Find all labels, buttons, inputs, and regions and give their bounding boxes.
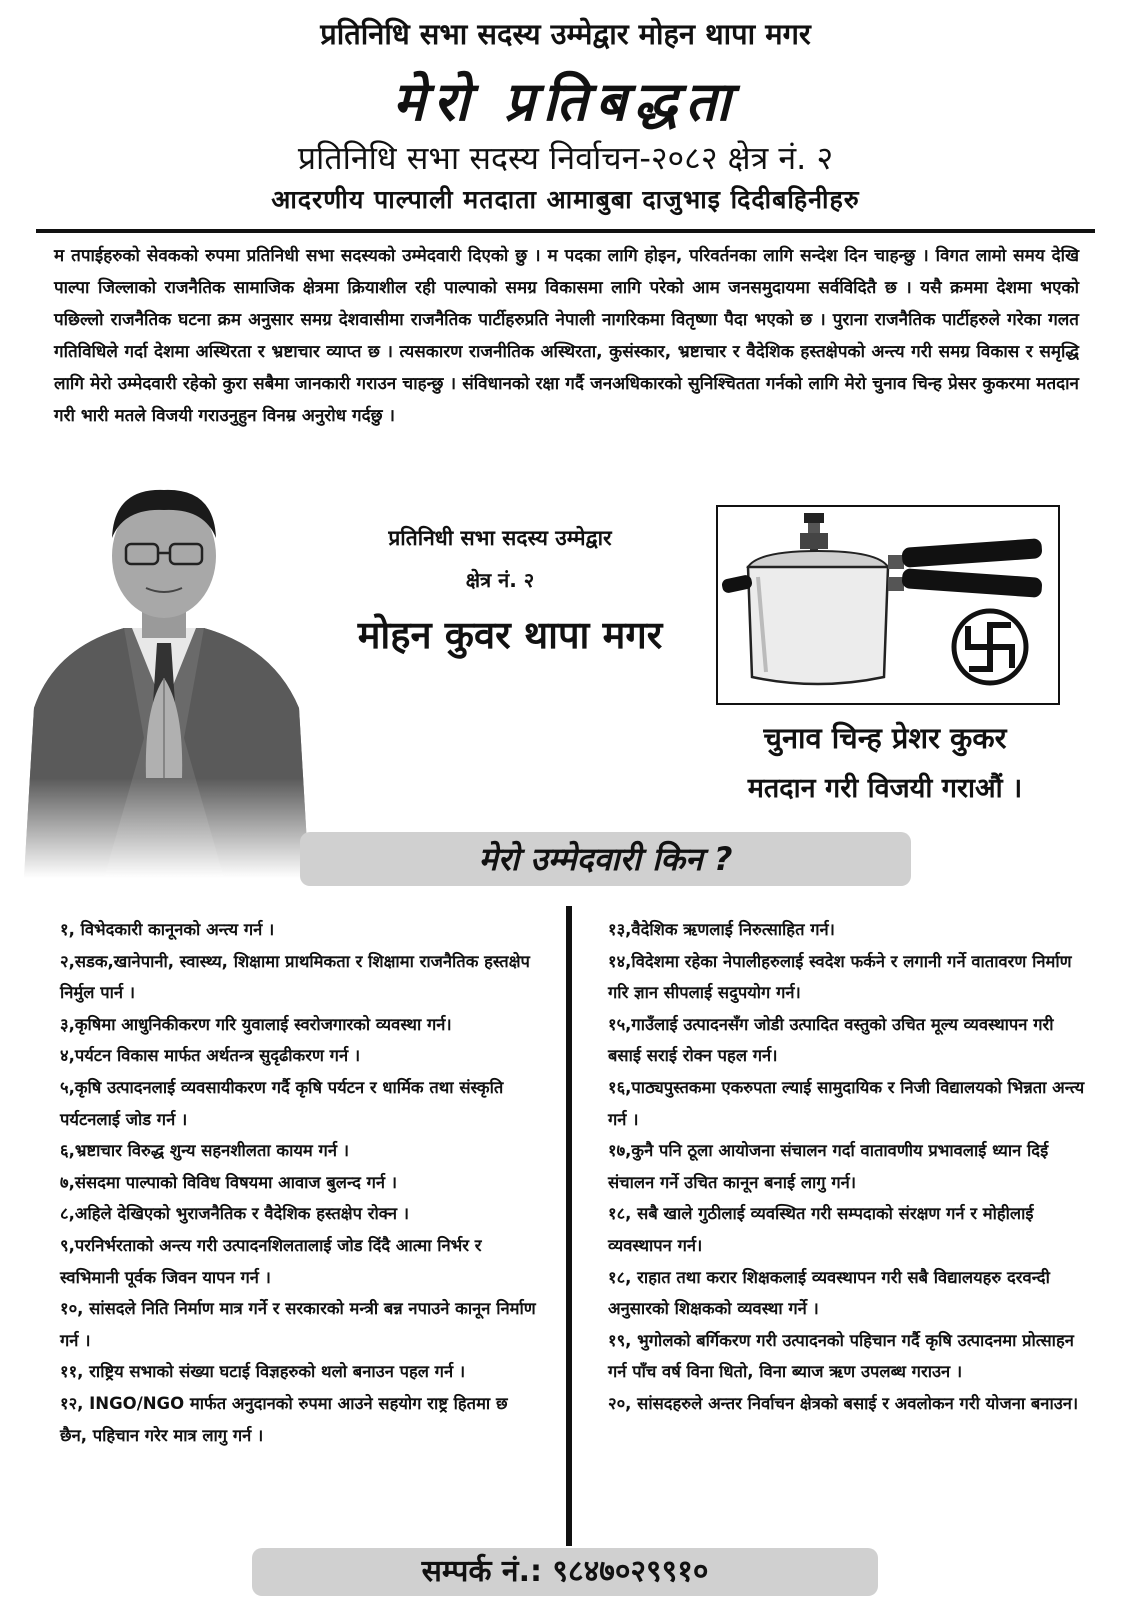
candidate-name: मोहन कुवर थापा मगर bbox=[357, 613, 663, 657]
list-item: ९,परनिर्भरताको अन्त्य गरी उत्पादनशिलतालाई जोड दिंदै आत्मा निर्भर र स्वभिमानी पूर्वक जिवन यापन गर्न । bbox=[60, 1235, 482, 1287]
list-item: ११, राष्ट्रिय सभाको संख्या घटाई विज्ञहरुको थलो बनाउन पहल गर्न । bbox=[60, 1362, 466, 1382]
pressure-cooker-icon bbox=[718, 507, 1058, 703]
column-divider bbox=[566, 906, 572, 1546]
list-item: १६,पाठ्यपुस्तकमा एकरुपता ल्याई सामुदायिक र निजी विद्यालयको भिन्नता अन्त्य गर्न । bbox=[608, 1077, 1085, 1129]
header-line-1: प्रतिनिधि सभा सदस्य उम्मेद्वार मोहन थापा मगर bbox=[320, 17, 811, 51]
list-item: १३,वैदेशिक ऋणलाई निरुत्साहित गर्न। bbox=[608, 920, 835, 939]
election-symbol-box bbox=[716, 505, 1060, 705]
page-title: मेरो प्रतिबद्धता bbox=[392, 70, 739, 133]
candidate-constituency: क्षेत्र नं. २ bbox=[465, 568, 535, 592]
list-item: ८,अहिले देखिएको भुराजनैतिक र वैदेशिक हस्तक्षेप रोक्न । bbox=[60, 1204, 409, 1224]
commitments-right-column bbox=[608, 914, 1088, 1420]
list-item: २,सडक,खानेपानी, स्वास्थ्य, शिक्षामा प्राथमिकता र शिक्षामा राजनैतिक हस्तक्षेप निर्मुल पार्न । bbox=[60, 951, 530, 1003]
contact-number: सम्पर्क नं.: ९८४७०२९९१० bbox=[252, 1548, 878, 1596]
list-item: १७,कुनै पनि ठूला आयोजना संचालन गर्दा वातावणीय प्रभावलाई ध्यान दिई संचालन गर्ने उचित कानून बनाई लागु गर्न। bbox=[608, 1141, 1049, 1192]
list-item: ४,पर्यटन विकास मार्फत अर्थतन्त्र सुदृढीकरण गर्न । bbox=[60, 1046, 361, 1066]
vote-appeal: मतदान गरी विजयी गराऔं । bbox=[747, 773, 1023, 804]
header-divider bbox=[36, 229, 1095, 233]
why-candidacy-heading: मेरो उम्मेदवारी किन ? bbox=[300, 832, 911, 886]
list-item: ५,कृषि उत्पादनलाई व्यवसायीकरण गर्दै कृषि पर्यटन र धार्मिक तथा संस्कृति पर्यटनलाई जोड गर्न । bbox=[60, 1077, 504, 1129]
candidate-role: प्रतिनिधी सभा सदस्य उम्मेद्वार bbox=[388, 526, 612, 550]
list-item: १८, सबै खाले गुठीलाई व्यवस्थित गरी सम्पदाको संरक्षण गर्न र मोहीलाई व्यवस्थापन गर्न। bbox=[608, 1204, 1034, 1255]
election-subtitle: प्रतिनिधि सभा सदस्य निर्वाचन-२०८२ क्षेत्र नं. २ bbox=[297, 139, 834, 177]
salutation: आदरणीय पाल्पाली मतदाता आमाबुबा दाजुभाइ दिदीबहिनीहरु bbox=[271, 185, 860, 214]
list-item: २०, सांसदहरुले अन्तर निर्वाचन क्षेत्रको बसाई र अवलोकन गरी योजना बनाउन। bbox=[608, 1393, 1079, 1413]
commitments-left-column bbox=[60, 914, 540, 1451]
list-item: ७,संसदमा पाल्पाको विविध विषयमा आवाज बुलन्द गर्न । bbox=[60, 1172, 398, 1192]
list-item: ३,कृषिमा आधुनिकीकरण गरि युवालाई स्वरोजगारको व्यवस्था गर्न। bbox=[60, 1014, 452, 1034]
list-item: १९, भुगोलको बर्गिकरण गरी उत्पादनको पहिचान गर्दै कृषि उत्पादनमा प्रोत्साहन गर्न पाँच वर्ष विना धितो, विना ब्याज ऋण उपलब्ध गराउन । bbox=[608, 1330, 1074, 1382]
symbol-caption: चुनाव चिन्ह प्रेशर कुकर bbox=[763, 721, 1007, 755]
intro-paragraph: म तपाईहरुको सेवकको रुपमा प्रतिनिधी सभा सदस्यको उम्मेदवारी दिएको छु । म पदका लागि होइन, परिवर्तनका लागि सन्देश दिन चाहन्छु । विगत लामो समय देखि पाल्पा जिल्लाको राजनैतिक सामाजिक क्षेत्रमा क्रियाशील रही पाल्पाको समग्र विकासमा लागि परेको आम जनसमुदायमा सर्वविदितै छ । यसै क्रममा देशमा भएको पछिल्लो राजनैतिक घटना क्रम अनुसार समग्र देशवासीमा राजनैतिक पार्टीहरुप्रति नेपाली नागरिकमा वितृष्णा पैदा भएको छ । पुराना राजनैतिक पार्टीहरुले गरेका गलत गतिविधिले गर्दा देशमा अस्थिरता र भ्रष्टाचार व्याप्त छ । त्यसकारण राजनीतिक अस्थिरता, कुसंस्कार, भ्रष्टाचार र वैदेशिक हस्तक्षेपको अन्त्य गरी समग्र विकास र समृद्धि लागि मेरो उम्मेदवारी रहेको कुरा सबैमा जानकारी गराउन चाहन्छु । संविधानको रक्षा गर्दै जनअधिकारको सुनिश्चितता गर्नको लागि मेरो चुनाव चिन्ह प्रेसर कुकरमा मतदान गरी भारी मतले विजयी गराउनुहुन विनम्र अनुरोध गर्दछु । bbox=[54, 246, 1079, 426]
list-item: १०, सांसदले निति निर्माण मात्र गर्ने र सरकारको मन्त्री बन्न नपाउने कानून निर्माण गर्न । bbox=[60, 1299, 536, 1350]
list-item: १२, INGO/NGO मार्फत अनुदानको रुपमा आउने सहयोग राष्ट्र हितमा छ छैन, पहिचान गरेर मात्र लागु गर्न । bbox=[60, 1393, 508, 1445]
list-item: १४,विदेशमा रहेका नेपालीहरुलाई स्वदेश फर्कने र लगानी गर्ने वातावरण निर्माण गरि ज्ञान सीपलाई सदुपयोग गर्न। bbox=[608, 951, 1072, 1003]
list-item: १८, राहात तथा करार शिक्षकलाई व्यवस्थापन गरी सबै विद्यालयहरु दरवन्दी अनुसारको शिक्षकको व्यवस्था गर्ने । bbox=[608, 1267, 1050, 1319]
candidate-photo bbox=[14, 478, 314, 878]
list-item: १, विभेदकारी कानूनको अन्त्य गर्न । bbox=[60, 920, 275, 939]
list-item: ६,भ्रष्टाचार विरुद्ध शुन्य सहनशीलता कायम गर्न । bbox=[60, 1141, 349, 1161]
list-item: १५,गाउँलाई उत्पादनसँग जोडी उत्पादित वस्तुको उचित मूल्य व्यवस्थापन गरी बसाई सराई रोक्न पहल गर्न। bbox=[608, 1014, 1054, 1066]
